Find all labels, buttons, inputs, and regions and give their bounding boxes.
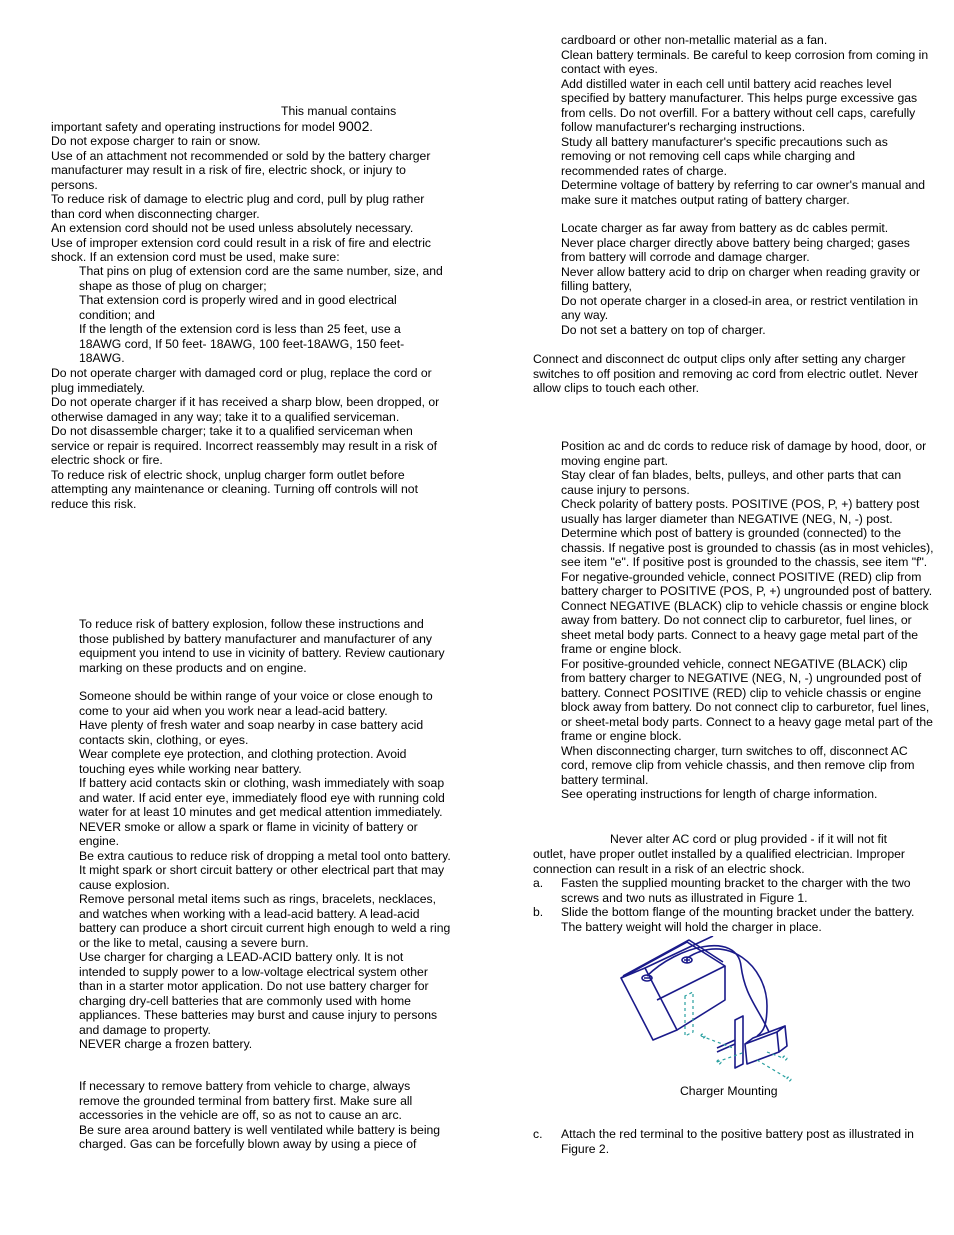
black-cable bbox=[687, 949, 767, 1036]
vehicle-item: Check polarity of battery posts. POSITIVE (POS, P, +) battery post usually has larger diameter than NEGATIVE (NEG, N, -) post. bbox=[561, 497, 920, 526]
preparing-item: Determine voltage of battery by referring to car owner's manual and make sure it matches output rating of battery charger. bbox=[561, 178, 926, 207]
in-vehicle-list bbox=[561, 439, 935, 802]
general-item: To reduce risk of electric shock, unplug charger form outlet before attempting any maintenance or cleaning. Turning off controls will not reduce this risk. bbox=[51, 467, 418, 511]
step-marker: a. bbox=[533, 876, 544, 890]
general-item: To reduce risk of damage to electric plug and cord, pull by plug rather than cord when disconnecting charger. bbox=[51, 192, 425, 221]
charger-body bbox=[745, 1032, 779, 1064]
intro-line-2: important safety and operating instructions for model 9002. bbox=[51, 118, 373, 134]
general-safety-list-2 bbox=[51, 366, 451, 511]
assembly-guides bbox=[685, 992, 791, 1081]
vehicle-item: Stay clear of fan blades, belts, pulleys, and other parts that can cause injury to persons. bbox=[561, 468, 902, 497]
vehicle-item: For positive-grounded vehicle, connect NEGATIVE (BLACK) clip from battery charger to NEGATIVE (NEG, N, -) ungrounded post of battery. Connect POSITIVE (RED) clip to vehicle chassis or engine block away from battery. Do not connect clip to carburetor, fuel lines, or sheet-metal body parts. Connect to a heavy gage metal part of the frame or engine block. bbox=[561, 656, 933, 743]
vehicle-item: Determine which post of battery is grounded (connected) to the chassis. If negative post is grounded to chassis (as in most vehicles), see item "e". If positive post is grounded to the chassis, see item "f". bbox=[561, 526, 934, 569]
general-item: Use of improper extension cord could result in a risk of fire and electric shock. If an extension cord must be used, make sure: bbox=[51, 235, 432, 264]
preparing-item: If necessary to remove battery from vehicle to charge, always remove the grounded terminal from battery first. Make sure all accessories in the vehicle are off, so as not to cause an arc. bbox=[79, 1079, 413, 1122]
vehicle-item: See operating instructions for length of charge information. bbox=[561, 787, 878, 801]
vehicle-item: When disconnecting charger, turn switches to off, disconnect AC cord, remove clip from vehicle chassis, and then remove clip from battery terminal. bbox=[561, 743, 915, 787]
step-text: Slide the bottom flange of the mounting bracket under the battery. The battery weight will hold the charger in place. bbox=[561, 905, 915, 934]
battery-drawing bbox=[621, 936, 787, 1068]
extension-item: If the length of the extension cord is less than 25 feet, use a 18AWG cord, If 50 feet- 18AWG, 100 feet-18AWG, 150 feet-18AWG. bbox=[79, 322, 405, 365]
precaution-item: Remove personal metal items such as rings, bracelets, necklaces, and watches when working with a lead-acid battery. A lead-acid battery can produce a short circuit current high enough to weld a ring or the like to metal, causing a severe burn. bbox=[79, 892, 451, 950]
battery-side-face bbox=[677, 966, 725, 1030]
precaution-item: NEVER charge a frozen battery. bbox=[79, 1037, 253, 1051]
charger-location-list bbox=[561, 221, 935, 337]
location-item: Do not operate charger in a closed-in area, or restrict ventilation in any way. bbox=[561, 293, 919, 322]
preparing-item: Study all battery manufacturer's specific precautions such as removing or not removing cell caps while charging and recommended rates of charge. bbox=[561, 134, 888, 178]
figure-caption: Charger Mounting bbox=[680, 1084, 778, 1098]
precaution-item: Wear complete eye protection, and clothing protection. Avoid touching eyes while working near battery. bbox=[79, 747, 407, 776]
step-marker: b. bbox=[533, 905, 544, 919]
preparing-item: Clean battery terminals. Be careful to keep corrosion from coming in contact with eyes. bbox=[561, 47, 929, 76]
extension-cord-list bbox=[79, 264, 451, 366]
precaution-item: If battery acid contacts skin or clothing, wash immediately with soap and water. If acid enter eye, immediately flood eye with running cold water for at least 10 minutes and get medical attention immediately. bbox=[79, 776, 445, 819]
general-item: Do not expose charger to rain or snow. bbox=[51, 134, 261, 148]
location-item: Never place charger directly above battery being charged; gases from battery will corrode and damage charger. bbox=[561, 235, 910, 264]
vehicle-item: Position ac and dc cords to reduce risk of damage by hood, door, or moving engine part. bbox=[561, 439, 927, 468]
vehicle-item: For negative-grounded vehicle, connect POSITIVE (RED) clip from battery charger to POSITIVE (POS, P, +) ungrounded post of battery. Connect NEGATIVE (BLACK) clip to vehicle chassis or engine block away from battery. Do not connect clip to carburetor, fuel lines, or sheet metal body parts. Connect to a heavy gage metal part of the frame or engine block. bbox=[561, 569, 933, 656]
general-item: An extension cord should not be used unless absolutely necessary. bbox=[51, 221, 414, 235]
precaution-item: Use charger for charging a LEAD-ACID battery only. It is not intended to supply power to a low-voltage electrical system other than in a starter motor application. Do not use battery charger for charging dry-cell batteries that are commonly used with home appliances. These batteries may burst and cause injury to persons and damage to property. bbox=[79, 950, 438, 1037]
preparing-item: Add distilled water in each cell until battery acid reaches level specified by battery manufacturer. This helps purge excessive gas from cells. Do not overfill. For a battery without cell caps, carefully follow manufacturer's recharging instructions. bbox=[561, 76, 918, 134]
general-item: Do not operate charger with damaged cord or plug, replace the cord or plug immediately. bbox=[51, 366, 432, 395]
charger-mounting-figure bbox=[617, 936, 797, 1084]
mounting-bracket bbox=[735, 1016, 743, 1068]
location-item: Never allow battery acid to drip on charger when reading gravity or filling battery, bbox=[561, 264, 921, 293]
general-item: Do not operate charger if it has received a sharp blow, been dropped, or otherwise damaged in any way; take it to a qualified serviceman. bbox=[51, 395, 440, 424]
general-item: Use of an attachment not recommended or sold by the battery charger manufacturer may result in a risk of fire, electric shock, or injury to persons. bbox=[51, 148, 431, 192]
location-item: Do not set a battery on top of charger. bbox=[561, 322, 766, 337]
extension-item: That pins on plug of extension cord are the same number, size, and shape as those of plug on charger; bbox=[79, 264, 443, 293]
extension-item: That extension cord is properly wired and in good electrical condition; and bbox=[79, 293, 397, 322]
preparing-item: cardboard or other non-metallic material as a fan. bbox=[561, 33, 828, 47]
general-item: Do not disassemble charger; take it to a qualified serviceman when service or repair is required. Incorrect reassembly may result in a risk of electric shock or fire. bbox=[51, 424, 438, 467]
preparing-list-continued bbox=[561, 33, 935, 207]
dc-connection-paragraph: Connect and disconnect dc output clips only after setting any charger switches to off position and removing ac cord from electric outlet. Never allow clips to touch each other. bbox=[533, 352, 919, 395]
ac-warning-line-2: outlet, have proper outlet installed by a qualified electrician. Improper connection can result in a risk of an electric shock. bbox=[533, 847, 905, 876]
personal-precautions-list bbox=[79, 689, 451, 1052]
intro-line-1: This manual contains bbox=[281, 104, 397, 118]
precaution-item: NEVER smoke or allow a spark or flame in vicinity of battery or engine. bbox=[79, 819, 418, 848]
preparing-list bbox=[79, 1079, 451, 1152]
model-number: 9002 bbox=[338, 118, 370, 134]
ac-warning-line-1: Never alter AC cord or plug provided - if it will not fit bbox=[610, 832, 888, 846]
location-item: Locate charger as far away from battery as dc cables permit. bbox=[561, 221, 889, 235]
precaution-item: Have plenty of fresh water and soap nearby in case battery acid contacts skin, clothing, or eyes. bbox=[79, 718, 424, 747]
step-text: Fasten the supplied mounting bracket to the charger with the two screws and two nuts as illustrated in Figure 1. bbox=[561, 876, 911, 905]
step-text: Attach the red terminal to the positive battery post as illustrated in Figure 2. bbox=[561, 1127, 914, 1156]
step-marker: c. bbox=[533, 1127, 543, 1141]
explosion-paragraph: To reduce risk of battery explosion, follow these instructions and those published by battery manufacturer and manufacturer of any equipment you intend to use in vicinity of battery. Review cautionary marking on these products and on engine. bbox=[79, 617, 445, 675]
precaution-item: Someone should be within range of your voice or close enough to come to your aid when you work near a lead-acid battery. bbox=[79, 689, 433, 718]
general-safety-list bbox=[51, 134, 451, 265]
precaution-item: Be extra cautious to reduce risk of dropping a metal tool onto battery. It might spark or short circuit battery or other electrical part that may cause explosion. bbox=[79, 848, 451, 892]
preparing-item: Be sure area around battery is well ventilated while battery is being charged. Gas can be forcefully blown away by using a piece of bbox=[79, 1122, 441, 1151]
